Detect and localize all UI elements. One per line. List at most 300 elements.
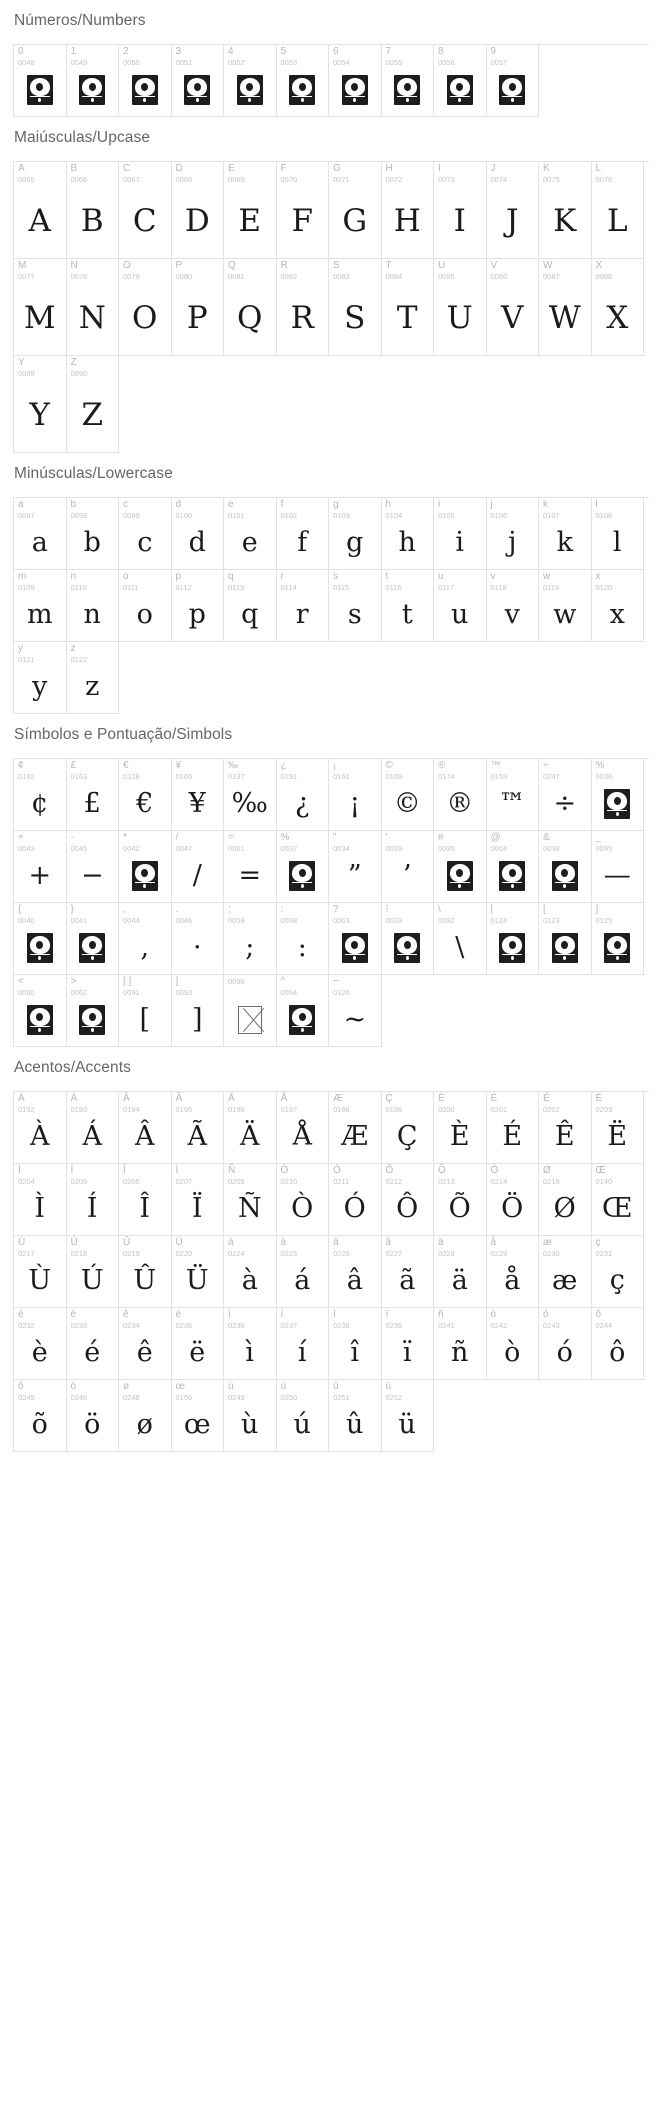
glyph-cell[interactable] [329,1380,382,1452]
glyph-cell[interactable] [67,45,120,117]
glyph-cell[interactable] [487,831,540,903]
glyph-cell[interactable] [224,903,277,975]
glyph-cell[interactable] [172,259,225,356]
glyph-cell[interactable] [224,1380,277,1452]
glyph-cell[interactable] [434,570,487,642]
glyph-meta [491,1238,508,1257]
glyph-cell[interactable] [592,1092,645,1164]
glyph-char-label: È [438,1093,445,1104]
glyph-meta [228,1094,245,1113]
glyph-meta [386,1382,403,1401]
glyph-char-label: Å [280,1093,288,1104]
glyph-preview: F [291,202,313,239]
glyph-cell[interactable] [277,259,330,356]
glyph-cell[interactable] [14,642,67,714]
glyph-cell[interactable] [329,162,382,259]
glyph-code-label: 0042 [123,843,140,853]
glyph-meta [386,500,403,519]
glyph-cell[interactable] [539,162,592,259]
glyph-cell[interactable] [329,1308,382,1380]
glyph-cell[interactable] [119,570,172,642]
glyph-cell[interactable] [224,1236,277,1308]
glyph-cell[interactable] [592,1308,645,1380]
glyph-cell[interactable] [67,570,120,642]
glyph-preview: ” [347,860,362,891]
glyph-cell[interactable] [382,1308,435,1380]
glyph-cell[interactable] [14,45,67,117]
glyph-cell[interactable] [329,1164,382,1236]
glyph-char-label: Y [18,357,25,368]
glyph-cell[interactable] [67,1164,120,1236]
glyph-cell[interactable] [172,903,225,975]
glyph-code-label: 0043 [18,843,35,853]
glyph-cell[interactable] [487,759,540,831]
glyph-meta [176,1238,193,1257]
glyph-cell[interactable] [434,1164,487,1236]
glyph-cell[interactable] [434,1308,487,1380]
glyph-code-label: 0087 [543,271,560,281]
glyph-meta [438,1094,455,1113]
glyph-char-label: C [123,163,131,174]
glyph-preview: l [612,527,622,558]
glyph-char-label: ~ [333,976,339,987]
glyph-cell[interactable] [539,831,592,903]
glyph-code-label: 0205 [70,1176,88,1186]
glyph-preview: z [85,671,100,702]
glyph-char-label: Ó [333,1165,341,1176]
glyph-cell[interactable] [224,162,277,259]
glyph-cell[interactable] [329,831,382,903]
glyph-cell[interactable] [434,498,487,570]
glyph-cell[interactable] [592,831,645,903]
glyph-char-label: å [490,1237,497,1248]
missing-glyph-icon [67,997,119,1042]
glyph-cell[interactable] [172,975,225,1047]
glyph-meta [176,1310,193,1329]
glyph-code-label: 0125 [595,915,613,925]
glyph-cell[interactable] [487,259,540,356]
glyph-meta [281,761,298,780]
glyph-meta [281,905,298,924]
glyph-cell[interactable] [277,162,330,259]
glyph-cell[interactable] [14,831,67,903]
glyph-cell[interactable] [434,903,487,975]
glyph-code-label: 0209 [228,1176,245,1186]
glyph-preview: Ä [240,1121,260,1152]
glyph-cell[interactable] [119,903,172,975]
glyph-cell[interactable] [434,1236,487,1308]
glyph-char-label: \ [438,904,441,915]
glyph-char-label: p [175,571,182,582]
glyph-cell[interactable] [329,45,382,117]
glyph-code-label: 0047 [175,843,193,853]
glyph-cell[interactable] [119,45,172,117]
glyph-cell[interactable] [119,1092,172,1164]
glyph-cell[interactable] [382,759,435,831]
notdef-cap [135,882,155,888]
glyph-meta [176,1094,193,1113]
glyph-cell[interactable] [119,498,172,570]
glyph-char-label: 4 [228,46,234,57]
glyph-preview: Ø [553,1193,576,1224]
glyph-meta [281,833,298,852]
glyph-cell[interactable] [539,759,592,831]
glyph-cell[interactable] [67,1380,120,1452]
glyph-cell[interactable] [277,759,330,831]
glyph-cell[interactable] [172,1308,225,1380]
glyph-cell[interactable] [14,1308,67,1380]
glyph-cell[interactable] [277,975,330,1047]
glyph-char-label: à [228,1237,234,1248]
glyph-cell[interactable] [434,259,487,356]
glyph-cell[interactable] [329,259,382,356]
glyph-meta [281,47,298,66]
glyph-cell[interactable] [14,1164,67,1236]
glyph-meta [123,1310,140,1329]
glyph-cell[interactable] [119,162,172,259]
glyph-cell[interactable] [434,162,487,259]
notdef-cap [292,882,312,888]
glyph-cell[interactable] [119,975,172,1047]
notdef-cap [502,882,522,888]
missing-glyph-icon [434,853,486,898]
glyph-cell[interactable] [67,1092,120,1164]
glyph-meta [333,1238,350,1257]
glyph-meta [228,500,245,519]
glyph-meta [123,1382,140,1401]
glyph-cell[interactable] [172,831,225,903]
glyph-code-label: 0078 [70,271,88,281]
glyph-code-label: 0109 [18,582,35,592]
notdef-cap [607,954,627,960]
glyph-cell[interactable] [592,1236,645,1308]
glyph-cell[interactable] [67,1308,120,1380]
glyph-code-label: 0072 [385,174,403,184]
glyph-meta [71,977,88,996]
glyph-cell[interactable] [382,1092,435,1164]
glyph-code-label: 0094 [280,987,298,997]
glyph-code-label: 0244 [595,1320,613,1330]
glyph-char-label: P [175,260,183,271]
glyph-char-label: 2 [123,46,129,57]
glyph-preview: ó [556,1337,573,1368]
glyph-code-label: 0248 [123,1392,140,1402]
glyph-preview: Ì [34,1193,46,1224]
glyph-meta [438,761,455,780]
glyph-cell[interactable] [329,975,382,1047]
section-title: Maiúsculas/Upcase [14,129,151,146]
glyph-cell[interactable] [14,1236,67,1308]
glyph-preview: b [83,527,101,558]
glyph-cell[interactable] [487,45,540,117]
glyph-cell[interactable] [172,1380,225,1452]
glyph-cell[interactable] [67,759,120,831]
glyph-preview: Ó [343,1193,366,1224]
glyph-cell[interactable] [277,570,330,642]
glyph-cell[interactable] [67,356,120,453]
glyph-meta [176,905,193,924]
glyph-cell[interactable] [67,642,120,714]
glyph-cell[interactable] [119,1236,172,1308]
glyph-cell[interactable] [224,498,277,570]
glyph-char-label: B [70,163,78,174]
glyph-cell[interactable] [277,1164,330,1236]
glyph-cell[interactable] [277,498,330,570]
glyph-cell[interactable] [172,1236,225,1308]
glyph-preview: + [28,860,52,891]
glyph-meta [228,164,245,183]
glyph-cell[interactable] [539,1092,592,1164]
glyph-cell[interactable] [329,903,382,975]
glyph-char-label: 0 [18,46,24,57]
glyph-preview: S [344,299,366,336]
glyph-meta [281,1094,298,1113]
glyph-cell[interactable] [67,903,120,975]
glyph-meta [543,572,559,591]
glyph-cell[interactable] [119,1380,172,1452]
glyph-cell[interactable] [277,1092,330,1164]
glyph-cell[interactable] [329,759,382,831]
glyph-cell[interactable] [434,45,487,117]
glyph-cell[interactable] [382,1164,435,1236]
glyph-cell[interactable] [67,259,120,356]
glyph-meta [176,47,193,66]
glyph-cell[interactable] [14,1092,67,1164]
glyph-preview: · [192,932,202,963]
glyph-cell[interactable] [224,45,277,117]
glyph-code-label: 0080 [175,271,193,281]
glyph-cell[interactable] [382,498,435,570]
glyph-cell[interactable] [539,570,592,642]
glyph-cell[interactable] [487,903,540,975]
glyph-char-label: Ì [18,1165,21,1176]
glyph-cell[interactable] [67,1236,120,1308]
glyph-cell[interactable] [382,570,435,642]
glyph-cell[interactable] [592,1164,645,1236]
glyph-preview: [ [139,1004,151,1035]
glyph-meta [491,572,507,591]
glyph-preview: ä [451,1265,468,1296]
glyph-cell[interactable] [434,1092,487,1164]
glyph-cell[interactable] [434,831,487,903]
glyph-meta [123,833,140,852]
glyph-meta [543,261,560,280]
glyph-cell[interactable] [487,1164,540,1236]
glyph-cell[interactable] [592,498,645,570]
glyph-cell[interactable] [277,45,330,117]
glyph-cell[interactable] [487,498,540,570]
glyph-cell[interactable] [172,162,225,259]
glyph-char-label: , [123,904,126,915]
glyph-cell[interactable] [487,162,540,259]
missing-glyph-icon [14,997,66,1042]
glyph-cell[interactable] [539,1236,592,1308]
glyph-char-label: ¿ [280,760,287,771]
glyph-cell[interactable] [119,1308,172,1380]
notdef-box-icon [27,1005,53,1035]
glyph-cell[interactable] [277,1380,330,1452]
glyph-char-label: x [595,571,601,582]
glyph-meta [228,761,245,780]
glyph-cell[interactable] [224,1308,277,1380]
glyph-cell[interactable] [487,1092,540,1164]
glyph-char-label: { [18,904,22,915]
glyph-cell[interactable] [14,975,67,1047]
glyph-cell[interactable] [224,570,277,642]
glyph-cell[interactable] [14,259,67,356]
glyph-cell[interactable] [277,903,330,975]
glyph-cell[interactable] [14,1380,67,1452]
glyph-char-label: Û [123,1237,131,1248]
glyph-char-label: M [18,260,27,271]
glyph-code-label: 0128 [123,771,140,781]
glyph-cell[interactable] [224,259,277,356]
glyph-char-label: y [18,643,23,654]
glyph-preview: , [140,932,150,963]
glyph-code-label: 0105 [438,510,455,520]
glyph-meta [596,1166,613,1185]
glyph-char-label: U [438,260,446,271]
glyph-cell[interactable] [592,259,645,356]
glyph-cell[interactable] [67,162,120,259]
glyph-cell[interactable] [382,45,435,117]
glyph-cell[interactable] [119,831,172,903]
glyph-char-label: ã [385,1237,392,1248]
glyph-cell[interactable] [224,1164,277,1236]
glyph-cell[interactable] [539,1308,592,1380]
glyph-code-label: 0045 [70,843,88,853]
glyph-char-label: Z [70,357,77,368]
glyph-cell[interactable] [382,162,435,259]
glyph-cell[interactable] [382,831,435,903]
glyph-cell[interactable] [172,759,225,831]
glyph-code-label: 0204 [18,1176,35,1186]
glyph-preview: â [346,1265,363,1296]
glyph-char-label: = [228,832,234,843]
glyph-preview: È [449,1121,470,1152]
glyph-code-label: 0039 [385,843,403,853]
glyph-cell[interactable] [224,831,277,903]
glyph-cell[interactable] [277,1236,330,1308]
glyph-code-label: 0228 [438,1248,455,1258]
glyph-cell[interactable] [119,1164,172,1236]
glyph-preview: á [294,1265,311,1296]
glyph-meta [281,500,298,519]
glyph-code-label: 0243 [543,1320,560,1330]
glyph-cell[interactable] [382,259,435,356]
glyph-cell[interactable] [329,498,382,570]
glyph-code-label: 0169 [385,771,403,781]
glyph-cell[interactable] [14,356,67,453]
glyph-char-label: I [438,163,441,174]
glyph-cell[interactable] [172,1164,225,1236]
glyph-cell[interactable] [329,1236,382,1308]
glyph-cell[interactable] [277,831,330,903]
glyph-preview: K [553,202,577,239]
glyph-preview: ø [136,1409,153,1440]
glyph-meta [71,47,88,66]
glyph-meta [176,833,193,852]
glyph-cell[interactable] [434,759,487,831]
glyph-char-label: e [228,499,234,510]
glyph-char-label: T [385,260,392,271]
glyph-preview: Â [135,1121,155,1152]
glyph-cell[interactable] [487,1308,540,1380]
glyph-cell[interactable] [224,1092,277,1164]
glyph-char-label: S [333,260,340,271]
glyph-preview: = [238,860,262,891]
glyph-cell[interactable] [67,831,120,903]
missing-glyph-icon [67,925,119,970]
glyph-cell[interactable] [119,759,172,831]
glyph-cell[interactable] [539,259,592,356]
glyph-cell[interactable] [67,975,120,1047]
glyph-code-label: 0211 [333,1176,350,1186]
glyph-preview: © [393,788,421,819]
glyph-char-label: Õ [438,1165,446,1176]
glyph-cell[interactable] [592,570,645,642]
notdef-box-icon [604,933,630,963]
glyph-cell[interactable] [67,498,120,570]
notdef-box-icon [79,75,105,105]
glyph-cell[interactable] [487,1236,540,1308]
glyph-cell[interactable] [539,498,592,570]
glyph-preview: € [136,788,154,819]
glyph-cell[interactable] [172,570,225,642]
glyph-meta [228,1310,245,1329]
glyph-cell[interactable] [539,903,592,975]
glyph-cell[interactable] [382,1236,435,1308]
glyph-code-label: 0036 [595,771,613,781]
glyph-preview: k [556,527,573,558]
glyph-cell[interactable] [277,1308,330,1380]
glyph-cell[interactable] [14,162,67,259]
glyph-cell[interactable] [172,1092,225,1164]
glyph-meta [386,1166,403,1185]
glyph-cell[interactable] [382,903,435,975]
notdef-cap [345,96,365,102]
glyph-cell[interactable] [14,570,67,642]
glyph-cell[interactable] [14,498,67,570]
glyph-cell[interactable] [539,1164,592,1236]
notdef-cap [292,1026,312,1032]
glyph-cell[interactable] [329,570,382,642]
glyph-cell[interactable] [224,759,277,831]
glyph-cell[interactable] [592,759,645,831]
glyph-cell[interactable] [172,45,225,117]
glyph-code-label: 0054 [333,57,350,67]
glyph-cell[interactable] [14,903,67,975]
glyph-cell[interactable] [592,162,645,259]
glyph-code-label: 0083 [333,271,350,281]
glyph-cell[interactable] [224,975,277,1047]
glyph-code-label: 0106 [490,510,508,520]
glyph-cell[interactable] [14,759,67,831]
glyph-cell[interactable] [119,259,172,356]
glyph-cell[interactable] [382,1380,435,1452]
glyph-char-label: û [333,1381,339,1392]
glyph-char-label: ¥ [175,760,182,771]
glyph-cell[interactable] [487,570,540,642]
glyph-cell[interactable] [592,903,645,975]
glyph-code-label: 0252 [385,1392,403,1402]
glyph-cell[interactable] [172,498,225,570]
glyph-cell[interactable] [329,1092,382,1164]
glyph-preview: ï [402,1337,412,1368]
glyph-preview: ê [136,1337,153,1368]
glyph-preview: æ [552,1265,578,1296]
glyph-char-label: # [438,832,444,843]
